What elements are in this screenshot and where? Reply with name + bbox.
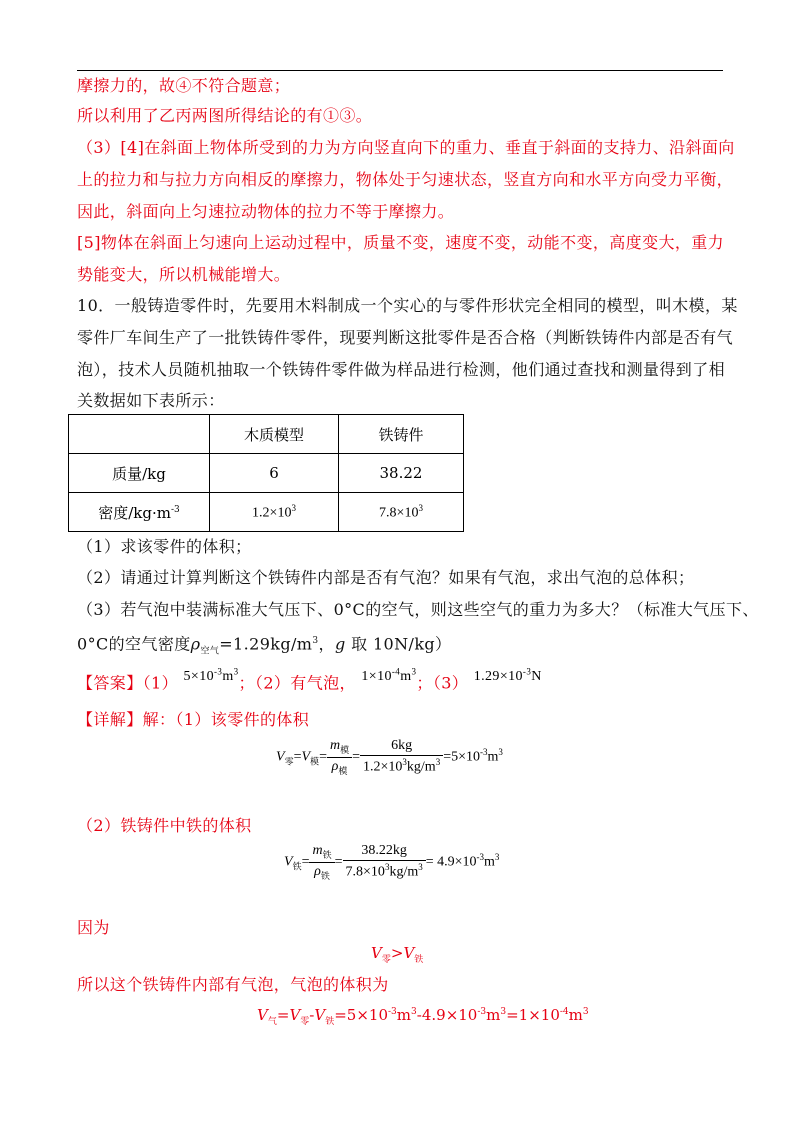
table-row — [69, 415, 464, 454]
detail-line: 因为 — [77, 918, 110, 937]
math-op: > — [390, 944, 404, 962]
answer-tag: 【答案】 — [77, 673, 143, 693]
denominator — [360, 756, 443, 776]
math-var: ρ — [314, 863, 321, 879]
g-symbol: g — [334, 634, 346, 654]
math-text: m — [400, 668, 412, 684]
text: =1.29kg/m — [219, 634, 313, 654]
subscript: 铁 — [322, 849, 332, 860]
math-text: m — [487, 749, 499, 765]
math-var: V — [257, 1006, 268, 1024]
math-var: ρ — [331, 758, 339, 774]
fraction — [327, 738, 352, 777]
subscript: 零 — [381, 955, 391, 965]
superscript: 3 — [418, 502, 423, 513]
math-op: = — [276, 1006, 290, 1024]
separator: ； — [238, 673, 255, 693]
math-op: = — [334, 854, 343, 870]
denominator — [309, 863, 334, 882]
question-text: 泡），技术人员随机抽取一个铁铸件零件做为样品进行检测，他们通过查找和测量得到了相 — [77, 360, 726, 379]
data-table — [68, 414, 464, 532]
text: 0°C的空气密度 — [77, 634, 191, 654]
question-text: 10．一般铸造零件时，先要用木料制成一个实心的与零件形状完全相同的模型，叫木模，某 — [77, 296, 738, 315]
table-cell — [210, 493, 339, 532]
math-var: V — [276, 749, 285, 765]
math-text: -4.9×10 — [416, 1006, 478, 1024]
superscript: 3 — [498, 746, 503, 757]
answer-part: （1） — [142, 673, 178, 693]
math-text: m — [222, 668, 234, 684]
equation-iron-volume — [284, 843, 499, 882]
table-cell: 6 — [210, 454, 339, 493]
numerator — [309, 843, 334, 863]
superscript: -3 — [477, 1007, 487, 1017]
superscript: 3 — [384, 862, 390, 873]
equation-volume — [276, 738, 503, 777]
superscript: 3 — [402, 757, 407, 768]
fraction — [343, 843, 426, 881]
question-text: 关数据如下表所示： — [77, 391, 225, 410]
sub-question: （3）若气泡中装满标准大气压下、0°C的空气，则这些空气的重力为多大？（标准大气压下、 — [77, 600, 759, 619]
equation-compare — [371, 944, 423, 965]
text: 取 10N/kg） — [345, 634, 452, 654]
subscript: 模 — [310, 756, 320, 767]
sub-question — [77, 631, 451, 662]
math-op: = — [301, 854, 310, 870]
superscript: -3 — [480, 746, 488, 757]
math-var: V — [289, 1006, 301, 1024]
table-cell: 质量/kg — [69, 454, 210, 493]
cell-text: 7.8×10 — [379, 505, 419, 521]
superscript: 3 — [291, 502, 296, 513]
table-cell — [339, 493, 464, 532]
math-text: =5×10 — [334, 1006, 389, 1024]
math-var: V — [314, 1006, 326, 1024]
numerator — [327, 738, 352, 758]
superscript: 3 — [411, 666, 417, 676]
numerator: 38.22kg — [343, 843, 426, 861]
table-header: 木质模型 — [210, 415, 339, 454]
detail-line: （2）铁铸件中铁的体积 — [77, 816, 252, 835]
subscript: 模 — [338, 765, 348, 776]
math-text: m — [396, 1006, 412, 1024]
superscript: -3 — [170, 504, 180, 515]
math-var: V — [403, 944, 415, 962]
math-text: N — [531, 668, 542, 684]
sub-question: （1）求该零件的体积； — [77, 537, 252, 556]
separator: ； — [416, 673, 433, 693]
subscript: 模 — [340, 744, 350, 755]
text-line: 势能变大，所以机械能增大。 — [77, 265, 291, 284]
superscript: -3 — [388, 1007, 397, 1017]
text-line: 摩擦力的，故④不符合题意； — [77, 76, 291, 95]
math-text: 1.29×10 — [473, 668, 523, 684]
answer-line — [77, 666, 542, 696]
subscript: 铁 — [320, 870, 330, 881]
superscript: 3 — [582, 1007, 589, 1017]
superscript: 3 — [312, 636, 319, 646]
table-row — [69, 454, 464, 493]
header-rule — [77, 70, 723, 71]
detail-line: 所以这个铁铸件内部有气泡，气泡的体积为 — [77, 975, 389, 994]
superscript: 3 — [500, 1007, 507, 1017]
subscript: 空气 — [200, 646, 220, 657]
denominator — [343, 861, 426, 881]
text-line: 所以利用了乙丙两图所得结论的有①③。 — [77, 106, 373, 125]
subscript: 铁 — [292, 861, 302, 872]
subscript: 铁 — [325, 1017, 335, 1027]
answer-value — [361, 666, 417, 684]
table-cell — [69, 493, 210, 532]
math-var: V — [301, 749, 311, 765]
text-line: 因此，斜面向上匀速拉动物体的拉力不等于摩擦力。 — [77, 202, 455, 221]
math-op: = — [352, 749, 361, 765]
subscript: 铁 — [414, 955, 424, 965]
math-op: - — [309, 1006, 315, 1024]
math-text: kg/m — [406, 760, 436, 776]
math-text: =5×10 — [443, 749, 480, 765]
cell-text: 1.2×10 — [252, 505, 292, 521]
math-text: m — [484, 854, 495, 870]
question-text: 零件厂车间生产了一批铁铸件零件，现要判断这批零件是否合格（判断铁铸件内部是否有气 — [77, 328, 734, 347]
cell-text: 密度/kg·m — [98, 503, 171, 522]
table-cell: 38.22 — [339, 454, 464, 493]
math-text: =1×10 — [506, 1006, 560, 1024]
detail-line — [77, 710, 309, 730]
math-var: V — [284, 854, 293, 870]
numerator: 6kg — [360, 738, 443, 756]
math-var: V — [371, 944, 382, 962]
math-text: = 4.9×10 — [425, 854, 477, 870]
rho-symbol: ρ — [190, 634, 201, 654]
superscript: 3 — [494, 851, 500, 862]
detail-tag: 【详解】 — [77, 710, 143, 729]
superscript: -3 — [476, 851, 485, 862]
superscript: -3 — [214, 666, 223, 676]
superscript: 3 — [233, 666, 239, 676]
table-header: 铁铸件 — [339, 415, 464, 454]
superscript: 3 — [435, 757, 441, 768]
math-text: 1.2×10 — [363, 760, 403, 776]
math-text: 1×10 — [361, 668, 392, 684]
table-row — [69, 493, 464, 532]
text-line: （3）[4]在斜面上物体所受到的力为方向竖直向下的重力、垂直于斜面的支持力、沿斜面向 — [77, 138, 735, 157]
superscript: 3 — [411, 1007, 417, 1017]
equation-bubble-volume — [257, 1006, 589, 1027]
math-var: m — [312, 843, 323, 858]
fraction — [309, 843, 334, 882]
subscript: 零 — [300, 1017, 310, 1027]
superscript: -3 — [522, 666, 532, 676]
math-text: 5×10 — [183, 668, 214, 684]
answer-part: （3） — [432, 673, 469, 693]
sub-question: （2）请通过计算判断这个铁铸件内部是否有气泡？如果有气泡，求出气泡的总体积； — [77, 568, 695, 587]
text-line: 上的拉力和与拉力方向相反的摩擦力，物体处于匀速状态，竖直方向和水平方向受力平衡， — [77, 170, 734, 189]
text: ， — [318, 634, 335, 654]
math-text: m — [568, 1006, 583, 1024]
answer-value — [183, 666, 239, 684]
fraction — [360, 738, 443, 776]
superscript: -4 — [559, 1007, 569, 1017]
math-text: kg/m — [389, 865, 419, 881]
superscript: 3 — [418, 862, 423, 873]
math-text: 7.8×10 — [345, 865, 385, 881]
math-op: = — [293, 749, 302, 765]
subscript: 气 — [267, 1017, 277, 1027]
math-op: = — [319, 749, 327, 765]
detail-text: 解：（1）该零件的体积 — [142, 710, 310, 729]
subscript: 零 — [284, 756, 294, 767]
math-var: m — [329, 738, 341, 753]
denominator — [327, 758, 352, 777]
answer-value — [473, 666, 542, 684]
superscript: -4 — [391, 666, 401, 676]
math-text: m — [486, 1006, 501, 1024]
answer-part: （2）有气泡， — [254, 673, 356, 693]
text-line: [5]物体在斜面上匀速向上运动过程中，质量不变，速度不变，动能不变，高度变大，重力 — [77, 233, 725, 252]
table-cell — [69, 415, 210, 454]
